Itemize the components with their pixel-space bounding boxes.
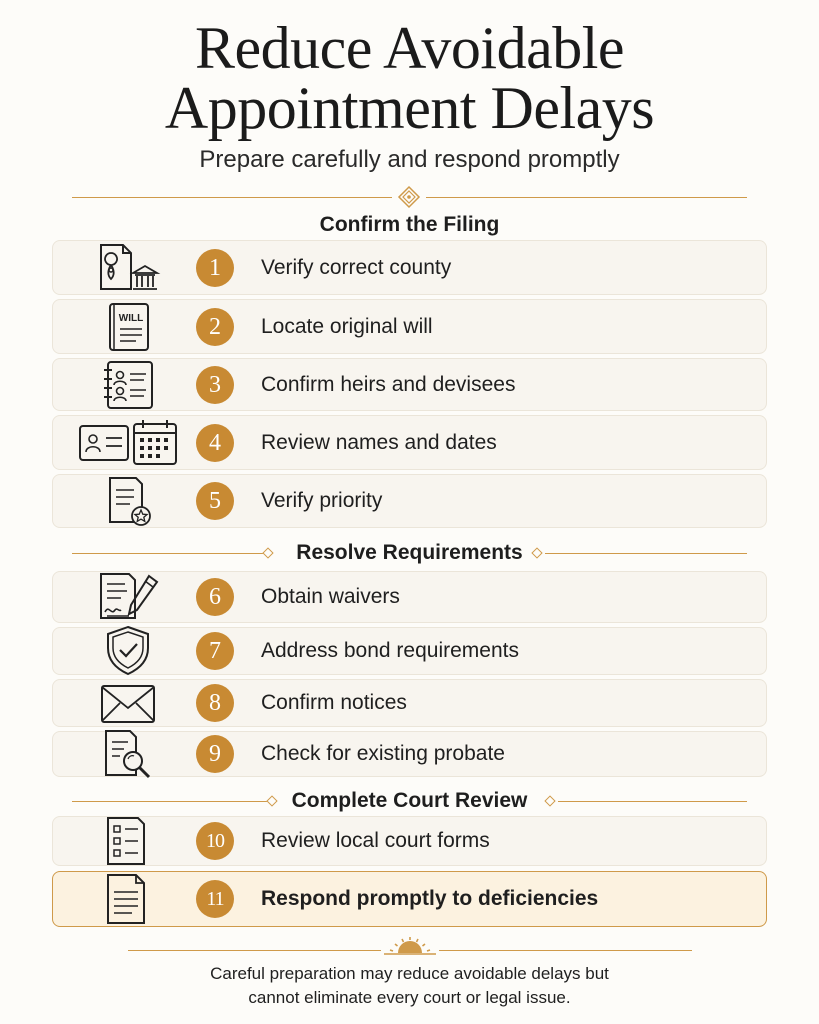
step-label: Obtain waivers xyxy=(261,585,400,608)
contacts-book-icon xyxy=(83,360,173,410)
list-item xyxy=(52,474,767,528)
list-item xyxy=(52,358,767,411)
step-number-badge: 7 xyxy=(196,632,234,670)
step-number-badge: 5 xyxy=(196,482,234,520)
header-divider-left xyxy=(72,197,392,198)
will-document-icon xyxy=(83,302,173,352)
page-title-line-1: Reduce Avoidable xyxy=(194,15,625,81)
list-item xyxy=(52,299,767,354)
svg-text:WILL: WILL xyxy=(118,312,144,324)
footer-line-1: Careful preparation may reduce avoidable delays but xyxy=(210,964,609,983)
section-title-confirm-filing: Confirm the Filing xyxy=(319,213,500,236)
step-label: Review names and dates xyxy=(261,430,497,454)
map-pin-courthouse-icon xyxy=(83,243,173,293)
step-number-badge: 1 xyxy=(196,249,234,287)
document-star-icon xyxy=(83,476,173,526)
section-divider-right xyxy=(558,801,747,802)
list-item xyxy=(52,240,767,295)
list-item-highlighted xyxy=(52,871,767,927)
step-label: Respond promptly to deficiencies xyxy=(261,887,599,910)
step-number-badge: 11 xyxy=(196,880,234,918)
document-lines-icon xyxy=(83,874,173,924)
section-title-resolve-requirements: Resolve Requirements xyxy=(296,541,523,564)
step-number-badge: 10 xyxy=(196,822,234,860)
step-label: Verify correct county xyxy=(261,255,452,279)
checklist-form-icon xyxy=(83,816,173,866)
ornament-diamond-icon xyxy=(398,186,420,208)
signed-document-pen-icon xyxy=(83,572,173,622)
step-label: Locate original will xyxy=(261,314,433,338)
envelope-icon xyxy=(83,678,173,728)
sunrise-ornament-icon xyxy=(384,935,436,957)
list-item xyxy=(52,627,767,675)
footer-disclaimer xyxy=(0,962,819,1010)
shield-check-icon xyxy=(83,626,173,676)
step-label: Confirm heirs and devisees xyxy=(261,372,516,396)
list-item xyxy=(52,731,767,777)
list-item xyxy=(52,415,767,470)
step-number-badge: 8 xyxy=(196,684,234,722)
page-subtitle: Prepare carefully and respond promptly xyxy=(199,146,620,173)
step-number-badge: 2 xyxy=(196,308,234,346)
step-label: Confirm notices xyxy=(261,691,407,714)
id-card-calendar-icon xyxy=(83,418,173,468)
step-label: Address bond requirements xyxy=(261,639,519,662)
header-divider-right xyxy=(426,197,747,198)
list-item xyxy=(52,816,767,866)
footer-line-2: cannot eliminate every court or legal issue. xyxy=(248,988,571,1007)
footer-divider-right xyxy=(439,950,692,951)
step-number-badge: 4 xyxy=(196,424,234,462)
list-item xyxy=(52,571,767,623)
section-divider-right xyxy=(545,553,747,554)
step-label: Check for existing probate xyxy=(261,742,505,765)
list-item xyxy=(52,679,767,727)
document-search-icon xyxy=(83,729,173,779)
step-number-badge: 3 xyxy=(196,366,234,404)
page-title-line-2: Appointment Delays xyxy=(164,75,655,141)
step-label: Review local court forms xyxy=(261,829,490,852)
step-number-badge: 6 xyxy=(196,578,234,616)
step-label: Verify priority xyxy=(261,489,383,512)
section-title-complete-court-review: Complete Court Review xyxy=(291,789,528,812)
step-number-badge: 9 xyxy=(196,735,234,773)
footer-divider-left xyxy=(128,950,381,951)
